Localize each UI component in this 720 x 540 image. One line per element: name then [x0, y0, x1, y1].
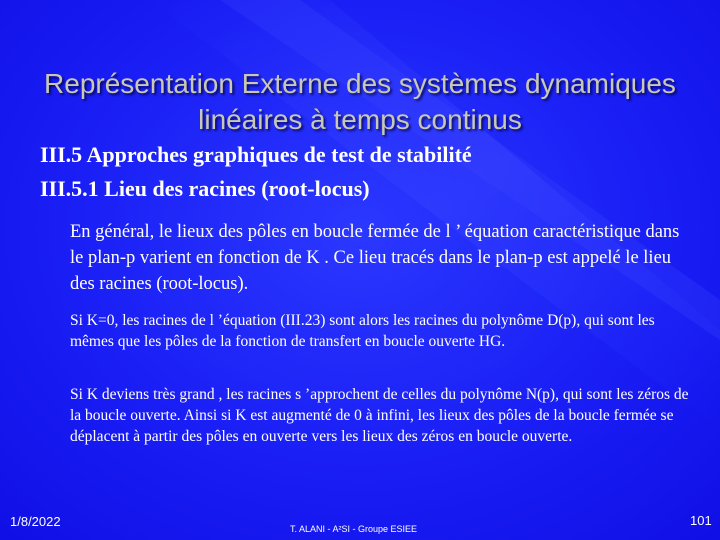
- paragraph-k-large: Si K deviens très grand , les racines s ’approchent de celles du polynôme N(p), qui sont les zéros de la boucle ouverte. Ainsi si K est augmenté de 0 à infini, les lieux des pôles de la boucle fermée se déplacent à partir des pôles en ouverte vers les lieux des zéros en boucle ouverte.: [70, 386, 689, 445]
- footer-author: T. ALANI - A²SI - Groupe ESIEE: [290, 524, 418, 534]
- subsection-heading: III.5.1 Lieu des racines (root-locus): [40, 176, 370, 201]
- page-number: 101: [690, 513, 712, 528]
- paragraph-k-zero: Si K=0, les racines de l ’équation (III.23) sont alors les racines du polynôme D(p), qui sont les mêmes que les pôles de la fonction de transfert en boucle ouverte HG.: [70, 312, 655, 350]
- slide-title: Représentation Externe des systèmes dynamiques linéaires à temps continus: [44, 68, 676, 135]
- section-heading: III.5 Approches graphiques de test de stabilité: [40, 142, 472, 167]
- footer-date: 1/8/2022: [10, 514, 61, 529]
- paragraph-intro: En général, le lieux des pôles en boucle fermée de l ’ équation caractéristique dans le plan-p varient en fonction de K . Ce lieu tracés dans le plan-p est appelé le lieu des racines (root-locus).: [70, 222, 680, 294]
